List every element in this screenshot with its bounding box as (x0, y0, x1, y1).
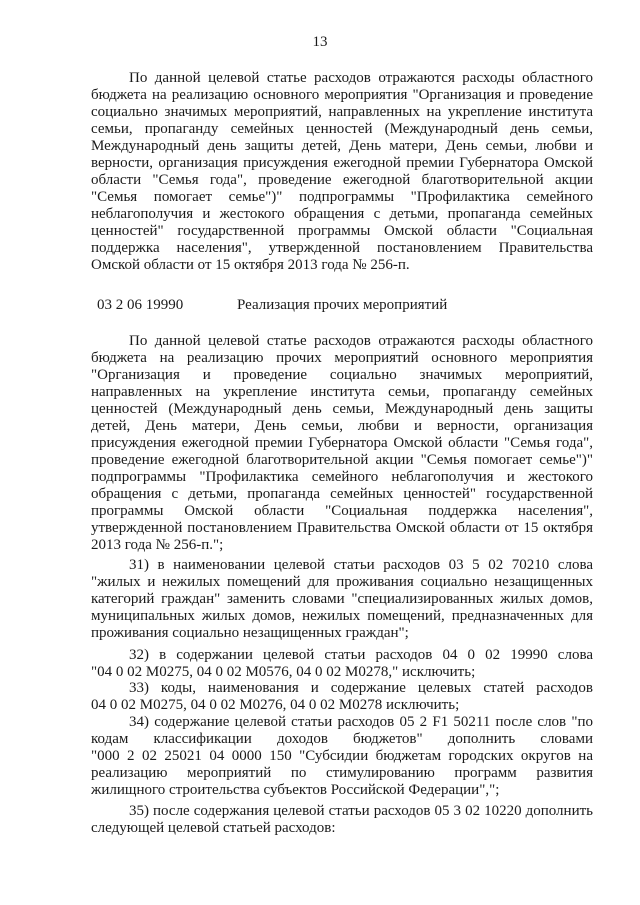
paragraph-line: проведение ежегодной благотворительной акции "Семья помогает семье")" (91, 452, 593, 468)
paragraph-line: детей, День матери, День семьи, любви и верности, организация (91, 418, 593, 434)
paragraph-line: утвержденной постановлением Правительства Омской области от 15 октября (91, 520, 593, 536)
paragraph-line: жилищного строительства субъектов Российской Федерации","; (91, 782, 500, 798)
paragraph-line: 31) в наименовании целевой статьи расходов 03 5 02 70210 слова (129, 557, 593, 573)
paragraph-line: бюджета на реализацию основного мероприятия "Организация и проведение (91, 87, 593, 103)
paragraph-line: присуждения ежегодной премии Губернатора Омской области "Семья года", (91, 435, 593, 451)
paragraph-2 (91, 333, 593, 554)
paragraph-line: обращения с детьми, пропаганда семейных ценностей" государственной (91, 486, 593, 502)
section-code: 03 2 06 19990 (97, 297, 184, 313)
paragraph-line: муниципальных жилых домов, нежилых помещений, предназначенных для (91, 608, 593, 624)
paragraph-line: социально значимых мероприятий, направленных на укрепление института (91, 104, 593, 120)
paragraph-line: неблагополучия и жестокого обращения с детьми, пропаганда семейных (91, 206, 593, 222)
item-33 (91, 680, 593, 714)
item-34 (91, 714, 593, 799)
section-title: Реализация прочих мероприятий (237, 297, 448, 313)
item-31 (91, 557, 593, 642)
paragraph-line: программы Омской области "Социальная поддержка населения", (91, 503, 593, 519)
paragraph-line: поддержка населения", утвержденной постановлением Правительства (91, 240, 593, 256)
paragraph-line: "жилых и нежилых помещений для проживания социально незащищенных (91, 574, 593, 590)
paragraph-line: "04 0 02 M0275, 04 0 02 M0576, 04 0 02 M0278," исключить; (91, 664, 476, 680)
page-number: 13 (312, 34, 328, 50)
paragraph-line: 2013 года № 256-п."; (91, 537, 224, 553)
paragraph-line: 32) в содержании целевой статьи расходов 04 0 02 19990 слова (129, 647, 593, 663)
paragraph-line: По данной целевой статье расходов отражаются расходы областного (129, 333, 593, 349)
paragraph-line: 35) после содержания целевой статьи расходов 05 3 02 10220 дополнить (129, 803, 593, 819)
paragraph-line: 04 0 02 M0275, 04 0 02 M0276, 04 0 02 M0278 исключить; (91, 697, 460, 713)
paragraph-line: "Организация и проведение социально значимых мероприятий, (91, 367, 593, 383)
paragraph-line: верности, организация присуждения ежегодной премии Губернатора Омской (91, 155, 593, 171)
paragraph-line: 33) коды, наименования и содержание целевых статей расходов (129, 680, 593, 696)
paragraph-line: кодам классификации доходов бюджетов" дополнить словами (91, 731, 593, 747)
paragraph-line: Международный день защиты детей, День матери, День семьи, любви и (91, 138, 593, 154)
paragraph-line: категорий граждан" заменить словами "специализированных жилых домов, (91, 591, 593, 607)
paragraph-line: проживания социально незащищенных граждан"; (91, 625, 409, 641)
paragraph-1 (91, 70, 593, 274)
paragraph-line: семьи, пропаганду семейных ценностей (Международный день семьи, (91, 121, 593, 137)
paragraph-line: По данной целевой статье расходов отражаются расходы областного (129, 70, 593, 86)
paragraph-line: следующей целевой статьей расходов: (91, 820, 336, 836)
paragraph-line: бюджета на реализацию прочих мероприятий основного мероприятия (91, 350, 593, 366)
paragraph-line: ценностей" государственной программы Омской области "Социальная (91, 223, 593, 239)
paragraph-line: направленных на укрепление института семьи, пропаганду семейных (91, 384, 593, 400)
item-35 (91, 803, 593, 837)
paragraph-line: "Семья помогает семье")" подпрограммы "Профилактика семейного (91, 189, 593, 205)
section-heading (97, 296, 597, 314)
paragraph-line: ценностей (Международный день семьи, Международный день защиты (91, 401, 593, 417)
paragraph-line: подпрограммы "Профилактика семейного неблагополучия и жестокого (91, 469, 593, 485)
paragraph-line: 34) содержание целевой статьи расходов 05 2 F1 50211 после слов "по (129, 714, 593, 730)
item-32 (91, 647, 593, 681)
paragraph-line: Омской области от 15 октября 2013 года № 256-п. (91, 257, 410, 273)
paragraph-line: реализацию мероприятий по стимулированию программ развития (91, 765, 593, 781)
paragraph-line: области "Семья года", проведение ежегодной благотворительной акции (91, 172, 593, 188)
paragraph-line: "000 2 02 25021 04 0000 150 "Субсидии бюджетам городских округов на (91, 748, 593, 764)
